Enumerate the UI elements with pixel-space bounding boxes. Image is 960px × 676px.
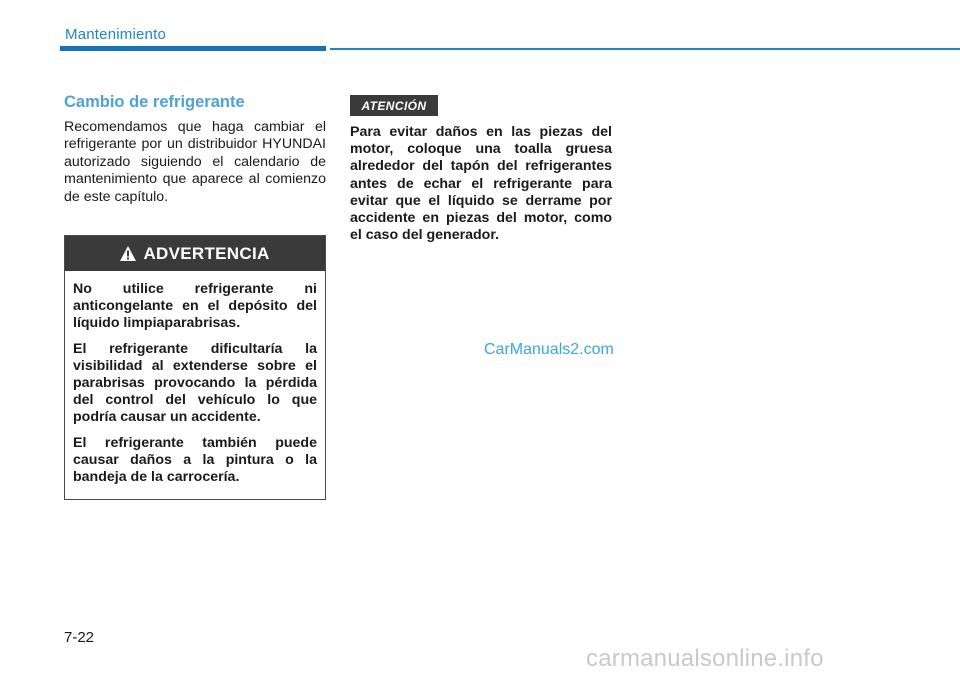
warning-paragraph: No utilice refrigerante ni anticongelante en el depósito del líquido limpiaparabrisas. xyxy=(73,281,317,332)
section-body-text: Recomendamos que haga cambiar el refrigerante por un distribuidor HYUNDAI autorizado siguiendo el calendario de mantenimiento que aparece al comienzo de este capítulo. xyxy=(64,119,326,205)
header-section-title: Mantenimiento xyxy=(65,26,166,43)
header-rule-thin xyxy=(330,48,960,50)
page-number: 7-22 xyxy=(64,629,95,646)
warning-label: ADVERTENCIA xyxy=(143,243,270,263)
warning-paragraph: El refrigerante dificultaría la visibilidad al extenderse sobre el parabrisas provocando la pérdida del control del vehículo lo que podría causar un accidente. xyxy=(73,340,317,426)
warning-box xyxy=(64,235,326,500)
watermark-link[interactable]: CarManuals2.com xyxy=(484,341,614,358)
warning-header xyxy=(65,236,325,271)
attention-text: Para evitar daños en las piezas del motor, coloque una toalla gruesa alrededor del tapón del refrigerantes antes de echar el refrigerante para evitar que el líquido se derrame por accidente en piezas del motor, como el caso del generador. xyxy=(350,124,612,244)
warning-body xyxy=(65,271,325,486)
footer-watermark: carmanualsonline.info xyxy=(586,645,824,672)
header-rule-thick xyxy=(60,46,326,51)
attention-badge: ATENCIÓN xyxy=(350,95,438,116)
warning-triangle-icon xyxy=(120,246,136,261)
warning-paragraph: El refrigerante también puede causar daños a la pintura o la bandeja de la carrocería. xyxy=(73,434,317,486)
section-heading: Cambio de refrigerante xyxy=(64,93,245,111)
